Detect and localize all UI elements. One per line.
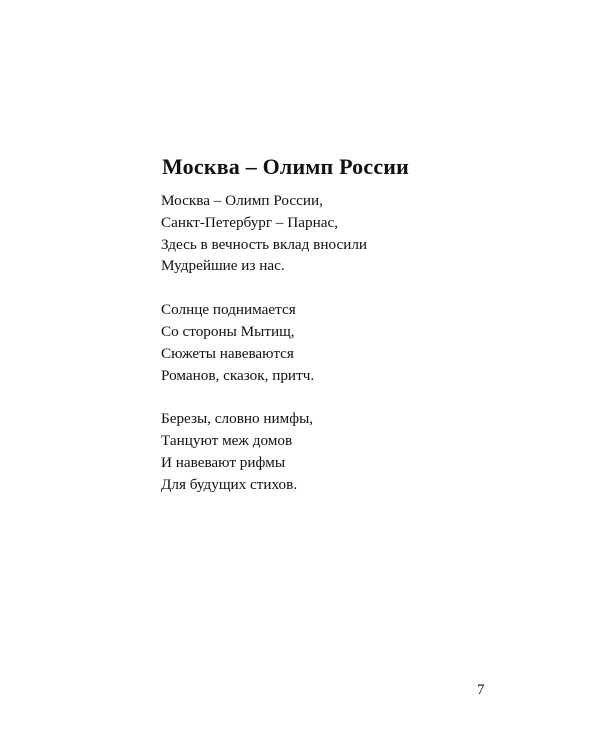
poem-title: Москва – Олимп России — [162, 154, 410, 179]
poem-body — [161, 190, 521, 518]
poem-line: Со стороны Мытищ, — [161, 322, 295, 340]
poem-line: Романов, сказок, притч. — [161, 366, 315, 384]
poem-line: Санкт-Петербург – Парнас, — [161, 213, 339, 231]
poem-line: Сюжеты навеваются — [161, 344, 294, 362]
stanza-1 — [161, 190, 521, 277]
poem-line: Солнце поднимается — [161, 301, 296, 319]
stanza-3 — [161, 408, 521, 495]
poem-line: Березы, словно нимфы, — [161, 410, 314, 428]
poem-line: Для будущих стихов. — [161, 475, 298, 493]
stanza-2 — [161, 299, 521, 386]
poem-line: Танцуют меж домов — [161, 432, 293, 450]
poem-line: Москва – Олимп России, — [161, 192, 323, 209]
poem-line: Мудрейшие из нас. — [161, 257, 285, 275]
page-number: 7 — [477, 682, 485, 698]
poem-line: Здесь в вечность вклад вносили — [161, 235, 368, 253]
poem-line: И навевают рифмы — [161, 453, 286, 471]
